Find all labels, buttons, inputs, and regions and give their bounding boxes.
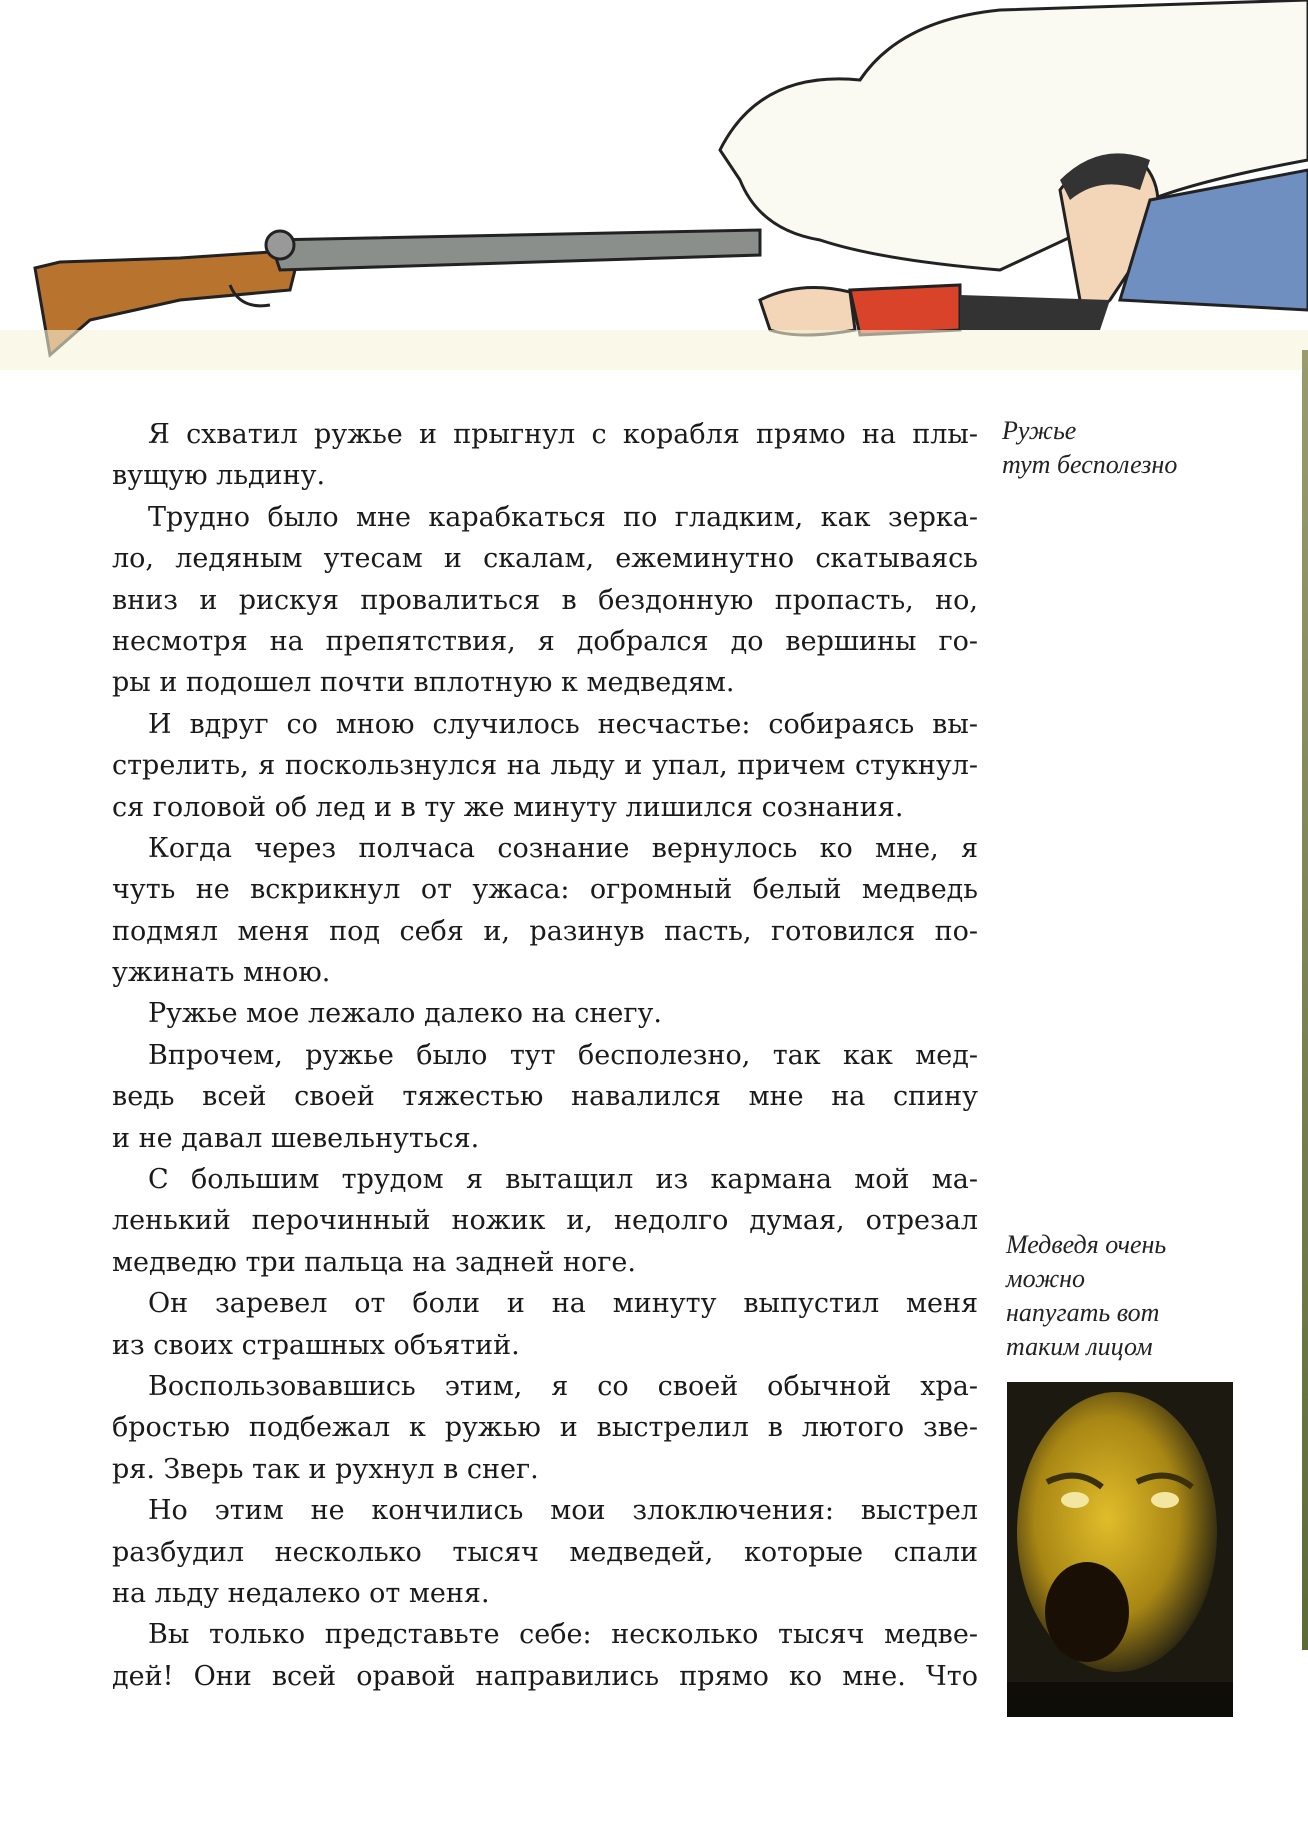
text-line: дей! Они всей оравой направились прямо ко мне. Что — [112, 1660, 978, 1692]
paragraph — [112, 414, 978, 497]
text-line: ленький перочинный ножик и, недолго думая, отрезал — [112, 1205, 978, 1237]
text-line: и не давал шевельнуться. — [112, 1122, 480, 1154]
paragraph — [112, 1366, 978, 1490]
text-line: Впрочем, ружье было тут бесполезно, так как мед- — [148, 1039, 978, 1071]
text-line: Ружье мое лежало далеко на снегу. — [148, 998, 662, 1030]
text-line: медведю три пальца на задней ноге. — [112, 1246, 636, 1278]
text-line: чуть не вскрикнул от ужаса: огромный белый медведь — [112, 874, 978, 906]
text-line: Трудно было мне карабкаться по гладким, как зерка- — [148, 501, 978, 533]
text-line: ся головой об лед и в ту же минуту лишился сознания. — [112, 791, 904, 823]
screaming-face-photo — [1007, 1382, 1233, 1717]
page-edge — [1302, 350, 1308, 1650]
margin-note-gun — [1002, 414, 1177, 482]
text-line: подмял меня под себя и, разинув пасть, готовился по- — [112, 915, 978, 947]
text-line: несмотря на препятствия, я добрался до вершины го- — [112, 625, 978, 657]
text-line: вущую льдину. — [112, 460, 326, 492]
text-line: Я схватил ружье и прыгнул с корабля прямо на плы- — [148, 419, 978, 450]
paragraph — [112, 993, 978, 1034]
text-line: из своих страшных объятий. — [112, 1329, 520, 1361]
body-text — [112, 414, 978, 1697]
text-line: бростью подбежал к ружью и выстрелил в лютого зве- — [112, 1412, 978, 1444]
text-line: ужинать мною. — [112, 957, 331, 989]
paragraph — [112, 828, 978, 994]
paragraph — [112, 1035, 978, 1159]
paragraph — [112, 1614, 978, 1697]
caption-line: таким лицом — [1006, 1332, 1153, 1361]
text-line: Но этим не кончились мои злоключения: выстрел — [148, 1495, 978, 1527]
paragraph — [112, 704, 978, 828]
caption-line: можно — [1006, 1264, 1086, 1293]
text-line: И вдруг со мною случилось несчастье: собираясь вы- — [148, 708, 978, 740]
caption-line: Медведя очень — [1006, 1230, 1167, 1259]
text-line: Воспользовавшись этим, я со своей обычной хра- — [148, 1370, 978, 1402]
caption-line: Ружье — [1002, 416, 1077, 445]
text-line: Он заревел от боли и на минуту выпустил меня — [148, 1288, 978, 1320]
paragraph — [112, 1283, 978, 1366]
text-line: ло, ледяным утесам и скалам, ежеминутно скатываясь — [112, 543, 978, 575]
text-line: Когда через полчаса сознание вернулось ко мне, я — [148, 832, 978, 864]
text-line: на льду недалеко от меня. — [112, 1577, 490, 1609]
rifle-and-bear-illustration — [0, 0, 1308, 380]
text-line: ря. Зверь так и рухнул в снег. — [112, 1453, 539, 1485]
text-line: ведь всей своей тяжестью навалился мне на спину — [112, 1081, 978, 1113]
paragraph — [112, 1490, 978, 1614]
text-line: ры и подошел почти вплотную к медведям. — [112, 667, 735, 699]
text-line: Вы только представьте себе: несколько тысяч медве- — [148, 1619, 978, 1651]
margin-note-bear — [1006, 1228, 1166, 1364]
caption-line: напугать вот — [1006, 1298, 1160, 1327]
text-line: вниз и рискуя провалиться в бездонную пропасть, но, — [112, 584, 978, 616]
text-line: стрелить, я поскользнулся на льду и упал, причем стукнул- — [112, 750, 978, 782]
text-line: С большим трудом я вытащил из кармана мой ма- — [148, 1164, 978, 1196]
caption-line: тут бесполезно — [1002, 450, 1178, 479]
paragraph — [112, 497, 978, 704]
text-line: разбудил несколько тысяч медведей, которые спали — [112, 1536, 978, 1568]
paragraph — [112, 1159, 978, 1283]
